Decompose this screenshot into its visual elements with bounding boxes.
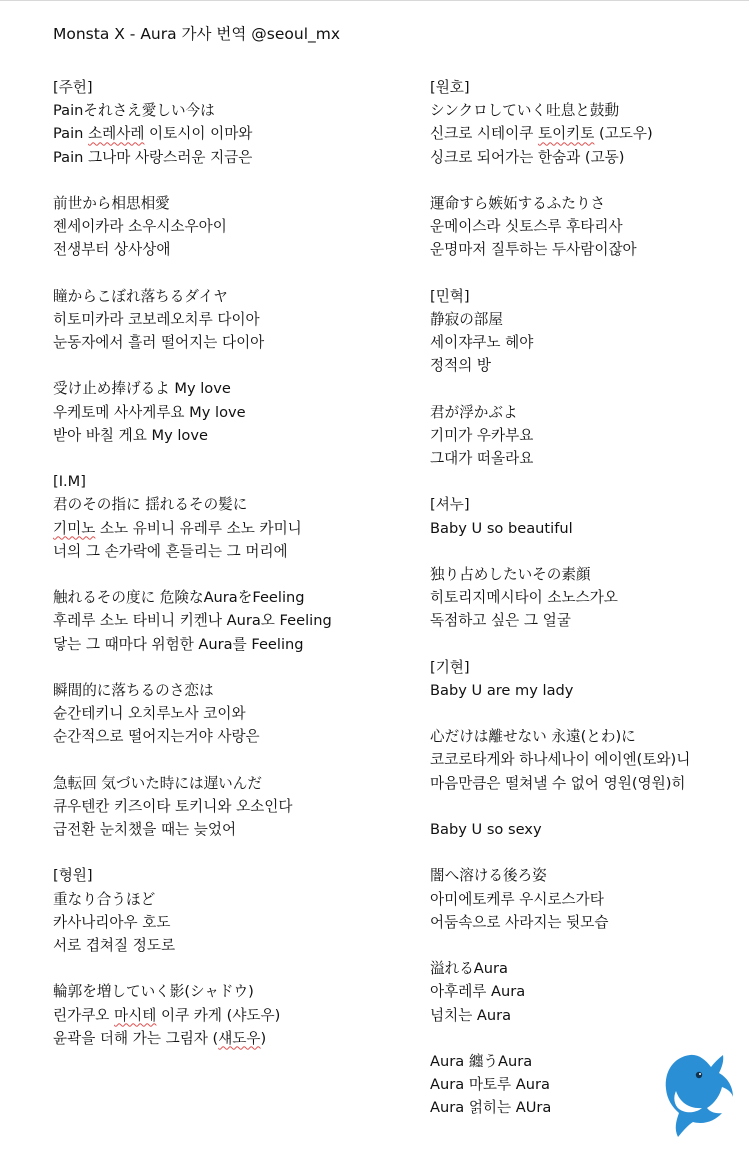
- verse-gap: [53, 354, 383, 377]
- section-minhyuk-header: [민혁]: [430, 287, 470, 305]
- verse-gap: [53, 957, 383, 980]
- lyric-line: 큐우텐칸 키즈이타 토키니와 오소인다: [53, 797, 293, 815]
- lyric-line: 그대가 떠올라요: [430, 450, 534, 467]
- lyric-line: 히토미카라 코보레오치루 다이아: [53, 310, 260, 328]
- verse-gap: [430, 540, 749, 563]
- lyric-line: Aura 얽히는 AUra: [430, 1099, 552, 1117]
- verse-gap: [430, 262, 749, 285]
- lyric-line: 카사나리아우 호도: [53, 913, 171, 931]
- lyric-line: 슌간테키니 오치루노사 코이와: [53, 705, 246, 723]
- lyric-line: 히토리지메시타이 소노스가오: [430, 589, 618, 607]
- dolphin-icon: [652, 1051, 734, 1143]
- lyric-line: 서로 겹쳐질 정도로: [53, 936, 176, 954]
- lyric-line: 운명마저 질투하는 두사람이잖아: [430, 241, 637, 259]
- lyric-line: 運命すら嫉妬するふたりさ: [430, 194, 606, 212]
- verse-gap: [53, 841, 383, 864]
- verse-gap: [53, 748, 383, 771]
- lyric-line: 溢れるAura: [430, 960, 508, 978]
- lyric-line: 마음만큼은 떨쳐낼 수 없어 영원(영원)히: [430, 774, 686, 792]
- lyric-line: 急転回 気づいた時には遅いんだ: [53, 774, 262, 792]
- verse-gap: [430, 1027, 749, 1050]
- section-wonho-header: [원호]: [430, 79, 470, 96]
- lyric-line: 우케토메 사사게루요 My love: [53, 403, 246, 421]
- section-shownu-header: [셔누]: [430, 496, 470, 514]
- spellcheck-underline: 토이키토: [537, 125, 595, 143]
- lyric-line: 싱크로 되어가는 한숨과 (고동): [430, 148, 625, 166]
- verse-gap: [430, 633, 749, 656]
- lyric-line: Pain 소레사레 이토시이 이마와: [53, 125, 253, 143]
- lyrics-column-right: [430, 76, 749, 1119]
- section-hyungwon-header: [형원]: [53, 867, 93, 885]
- lyric-line: 闇へ溶ける後ろ姿: [430, 867, 547, 885]
- lyric-line: 너의 그 손가락에 흔들리는 그 머리에: [53, 542, 288, 560]
- lyric-line: 君が浮かぶよ: [430, 403, 518, 421]
- lyric-line: 운메이스라 싯토스루 후타리사: [430, 218, 623, 236]
- lyric-line: 코코로타게와 하나세나이 에이엔(토와)니: [430, 751, 691, 769]
- lyric-line: 린가쿠오 마시테 이쿠 카게 (샤도우): [53, 1006, 281, 1024]
- verse-gap: [53, 656, 383, 679]
- lyric-line: Aura 纏うAura: [430, 1052, 533, 1070]
- lyric-line: 静寂の部屋: [430, 310, 503, 328]
- lyric-line: 瞬間的に落ちるのさ恋は: [53, 681, 214, 699]
- section-jooheon-header: [주헌]: [53, 79, 93, 96]
- lyric-line: 心だけは離せない 永遠(とわ)に: [430, 728, 636, 746]
- verse-gap: [430, 702, 749, 725]
- lyric-line: Pain 그나마 사랑스러운 지금은: [53, 148, 253, 166]
- verse-gap: [430, 841, 749, 864]
- verse-gap: [430, 377, 749, 400]
- lyric-line: 君のその指に 揺れるその髪に: [53, 496, 248, 514]
- lyric-line: 輪郭を増していく影(シャドウ): [53, 983, 254, 1001]
- lyric-line: 세이쟈쿠노 헤야: [430, 334, 534, 352]
- lyric-line: 아후레루 Aura: [430, 983, 526, 1001]
- section-kihyun-header: [기현]: [430, 658, 470, 676]
- verse-gap: [53, 169, 383, 192]
- verse-gap: [430, 470, 749, 493]
- lyric-line: 받아 바칠 게요 My love: [53, 426, 208, 444]
- lyrics-column-left: [53, 76, 383, 1050]
- verse-gap: [430, 934, 749, 957]
- lyric-line: 급전환 눈치챘을 때는 늦었어: [53, 821, 237, 838]
- lyric-line: 独り占めしたいその素顔: [430, 565, 591, 583]
- lyric-line: Baby U so sexy: [430, 821, 542, 838]
- verse-gap: [53, 563, 383, 586]
- top-divider: [0, 0, 749, 1]
- spellcheck-underline: 기미노: [53, 519, 96, 537]
- lyric-line: 아미에토케루 우시로스가타: [430, 890, 604, 908]
- lyric-line: 젠세이카라 소우시소우아이: [53, 218, 227, 236]
- lyric-line: 순간적으로 떨어지는거야 사랑은: [53, 728, 260, 746]
- lyric-line: 受け止め捧げるよ My love: [53, 380, 231, 398]
- lyric-line: 독점하고 싶은 그 얼굴: [430, 612, 571, 630]
- lyric-line: 신크로 시테이쿠 토이키토 (고도우): [430, 125, 653, 143]
- lyric-line: 눈동자에서 흘러 떨어지는 다이아: [53, 334, 265, 352]
- spellcheck-underline: 소레사레: [88, 125, 145, 143]
- spellcheck-underline: 마시테: [114, 1006, 157, 1024]
- verse-gap: [430, 169, 749, 192]
- lyric-line: 후레루 소노 타비니 키켄나 Aura오 Feeling: [53, 612, 332, 630]
- lyric-line: 넘치는 Aura: [430, 1006, 512, 1024]
- lyric-line: Aura 마토루 Aura: [430, 1076, 550, 1094]
- lyric-line: 重なり合うほど: [53, 890, 156, 908]
- lyric-line: Baby U are my lady: [430, 681, 574, 699]
- lyric-line: Baby U so beautiful: [430, 519, 573, 537]
- lyric-line: 触れるその度に 危険なAuraをFeeling: [53, 589, 305, 607]
- spellcheck-underline: 섀도우: [218, 1029, 261, 1047]
- lyric-line: 어둠속으로 사라지는 뒷모습: [430, 913, 609, 931]
- lyric-line: Painそれさえ愛しい今は: [53, 102, 215, 120]
- section-im-header: [I.M]: [53, 473, 86, 491]
- lyric-line: 기미가 우카부요: [430, 426, 534, 444]
- lyric-line: シンクロしていく吐息と鼓動: [430, 102, 620, 120]
- lyric-line: 윤곽을 더해 가는 그림자 (섀도우): [53, 1029, 267, 1047]
- lyric-line: 닿는 그 때마다 위험한 Aura를 Feeling: [53, 635, 304, 653]
- lyric-line: 前世から相思相愛: [53, 194, 170, 212]
- verse-gap: [53, 447, 383, 470]
- lyric-line: 전생부터 상사상애: [53, 241, 171, 259]
- lyric-line: 瞳からこぼれ落ちるダイヤ: [53, 287, 228, 305]
- lyric-line: 기미노 소노 유비니 유레루 소노 카미니: [53, 519, 302, 537]
- verse-gap: [53, 262, 383, 285]
- document-title: Monsta X - Aura 가사 번역 @seoul_mx: [53, 25, 341, 43]
- lyric-line: 정적의 방: [430, 357, 492, 375]
- verse-gap: [430, 795, 749, 818]
